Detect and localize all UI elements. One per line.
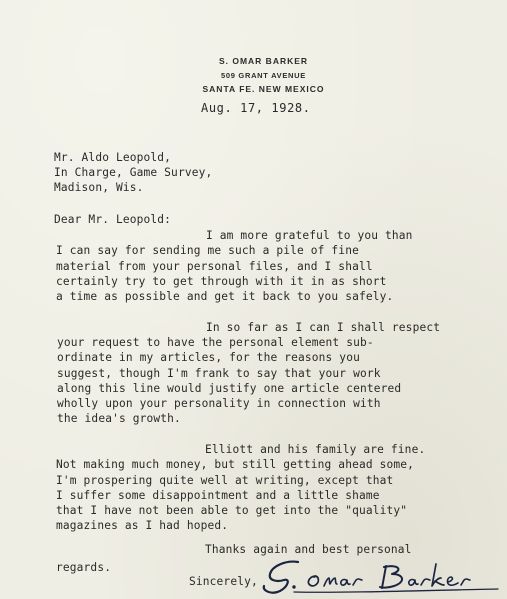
signature-ink: [264, 562, 498, 593]
paragraph-line: I suffer some disappointment and a little shame: [56, 489, 380, 502]
paragraph-line: your request to have the personal element sub-: [57, 336, 374, 349]
paragraph-line: that I have not been able to get into the "quality": [56, 504, 408, 517]
recipient-line: Madison, Wis.: [54, 181, 144, 194]
closing-line: regards.: [56, 561, 112, 574]
paragraph-line: magazines as I had hoped.: [56, 519, 229, 532]
letterhead-name: S. OMAR BARKER: [218, 56, 309, 66]
paragraph-line: I'm prospering quite well at writing, except that: [56, 474, 394, 487]
letter-date: Aug. 17, 1928.: [201, 101, 311, 115]
paragraph-line: Not making much money, but still getting ahead some,: [56, 458, 415, 471]
paragraph-line: the idea's growth.: [57, 412, 181, 425]
paragraph-line: along this line would justify one article centered: [57, 382, 402, 395]
paragraph-line: ordinate in my articles, for the reasons you: [57, 351, 360, 364]
closing-line: Thanks again and best personal: [205, 543, 412, 556]
recipient-line: In Charge, Game Survey,: [54, 166, 213, 179]
letterhead-street: 509 GRANT AVENUE: [221, 71, 306, 80]
paragraph-line: Elliott and his family are fine.: [205, 443, 426, 456]
paragraph-line: wholly upon your personality in connection with: [57, 397, 381, 410]
paragraph-line: a time as possible and get it back to you safely.: [56, 290, 394, 303]
paragraph-line: In so far as I can I shall respect: [206, 321, 441, 334]
recipient-line: Mr. Aldo Leopold,: [54, 151, 172, 164]
letterhead-city: SANTA FE. NEW MEXICO: [202, 84, 325, 94]
paragraph-line: I am more grateful to you than: [206, 229, 413, 242]
paragraph-line: suggest, though I'm frank to say that your work: [57, 367, 381, 380]
paragraph-line: I can say for sending me such a pile of fine: [56, 244, 359, 257]
paragraph-line: certainly try to get through with it in as short: [56, 275, 387, 288]
salutation: Dear Mr. Leopold:: [54, 213, 172, 226]
handwritten-signature: [258, 556, 503, 596]
sign-off: Sincerely,: [189, 575, 258, 588]
paragraph-line: material from your personal files, and I shall: [56, 260, 373, 273]
